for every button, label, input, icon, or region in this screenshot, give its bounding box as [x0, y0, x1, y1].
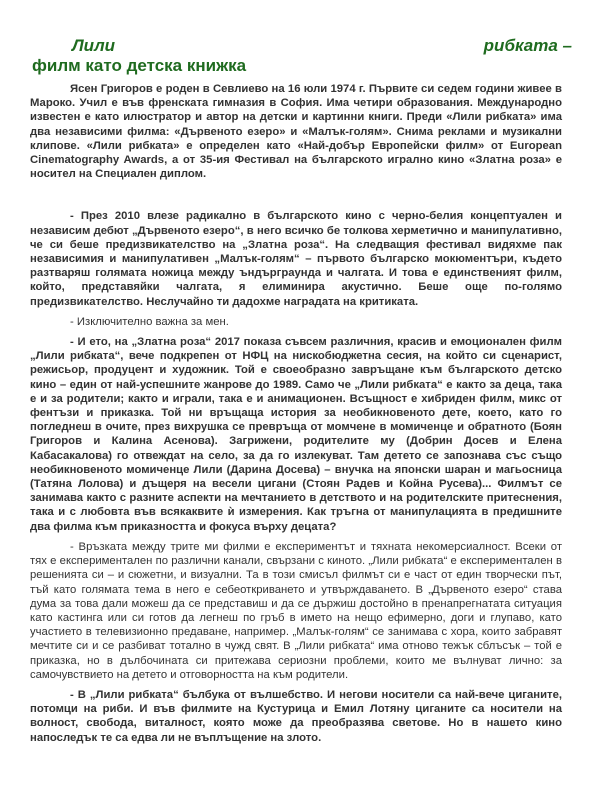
intro-paragraph: Ясен Григоров е роден в Севлиево на 16 юли 1974 г. Първите си седем години живее в Мароко. Учил е във френската гимназия в София. Има четири образования. Международно известен е като илюстратор и автор на детски и картинни книги. Преди «Лили рибката» има два независими филма: «Дървеното езеро» и «Малък-голям». Снима реклами и музикални клипове. «Лили рибката» е определен като «Най-добър Европейски филм» от European Cinematography Awards, а от 35-ия Фестивал на българското игрално кино «Златна роза» е носител на Специален диплом. [30, 83, 562, 181]
question-1: - През 2010 влезе радикално в българското кино с черно-белия концептуален и независим дебют „Дървеното езеро“, в него всичко бе толкова херметично и манипулативно, че си беше предизвикателство на „Златна роза“. На следващия фестивал видяхме пак независимия и манипулативен „Малък-голям“ – първото българско мокюментъри, където разтваряш голямата ножица между ъндърграунда и чалгата. И това е единственият филм, който, представяйки чалгата, я елиминира акустично. Беше още по-голямо предизвикателство. Неслучайно ти дадохме наградата на критиката. [30, 210, 562, 308]
title-word-right: рибката – [483, 36, 572, 55]
question-2: - И ето, на „Златна роза“ 2017 показа съвсем различния, красив и емоционален филм „Лили рибката“, вече подкрепен от НФЦ на нискобюджетна сесия, на който си сценарист, режисьор, продуцент и художник. Той е своеобразно завръщане към българското детско кино – един от най-успешните жанрове до 1989. Само че „Лили рибката“ е както за деца, така е и за родители; както и играли, така е и анимационен. Всъщност е хибриден филм, микс от фентъзи и приказка. Той ни връщаща история за необикновеното дете, което, като го погледнеш в очите, през вихрушка се превръща от момчене в момиченце и обратното (Боян Григоров и Калина Асенова). Загрижени, родителите му (Добрин Досев и Елена Кабасакалова) го отвеждат на село, за да го излекуват. Там детето се запознава със също необикновеното момиченце Лили (Дарина Досева) – внучка на японски шаран и магьосница (Татяна Лолова) и дъщеря на весели цигани (Стоян Радев и Койна Русева)... Филмът се занимава както с разните аспекти на мечтанието в детството и на родителските притеснения, така и с любовта във всякаквите ѝ измерения. Как тръгна от манипулацията в предишните два филма към приказността и фокуса върху децата? [30, 336, 562, 533]
article-title-line1 [72, 36, 572, 56]
title-word-left: Лили [72, 36, 116, 55]
article-subtitle: филм като детска книжка [32, 56, 247, 75]
article-body [30, 82, 562, 745]
question-3: - В „Лили рибката“ бълбука от вълшебство. И негови носители са най-вече циганите, потомци на риби. И във филмите на Кустурица и Емил Лотяну циганите са носители на волност, свобода, виталност, която може да преобразява световe. Но в нашето кино напоследък те са едва ли не въплъщение на злото. [30, 688, 562, 744]
answer-1: - Изключително важна за мен. [70, 315, 229, 328]
answer-2: - Връзката между трите ми филми е експериментът и тяхната некомерсиалност. Всеки от тях е експериментален по различни канали, свързани с киното. „Лили рибката“ е експериментален в решенията си – и сюжетни, и визуални. Та в този смисъл филмът си е част от един творчески път, тъй като голямата тема в него е себеоткриването и утвърждаването. В „Дървеното езеро“ става дума за това дали можеш да се представиш и да се държиш достойно в пренапрегнатата ситуация като кастинга или си готов да легнеш по гръб в името на нещо ефимерно, доги и глупаво, като участието в телевизионно предаване, например. „Малък-голям“ се занимава с хора, които забравят мечтите си и се разбиват тотално в чужд свят. В „Лили рибката“ има отново тежък сблъсък – той е приказка, но в дълбочината си притежава сериозни проблеми, които ме вълнуват лично: за самочувствието на детето и отговорността на към родители. [30, 540, 562, 681]
